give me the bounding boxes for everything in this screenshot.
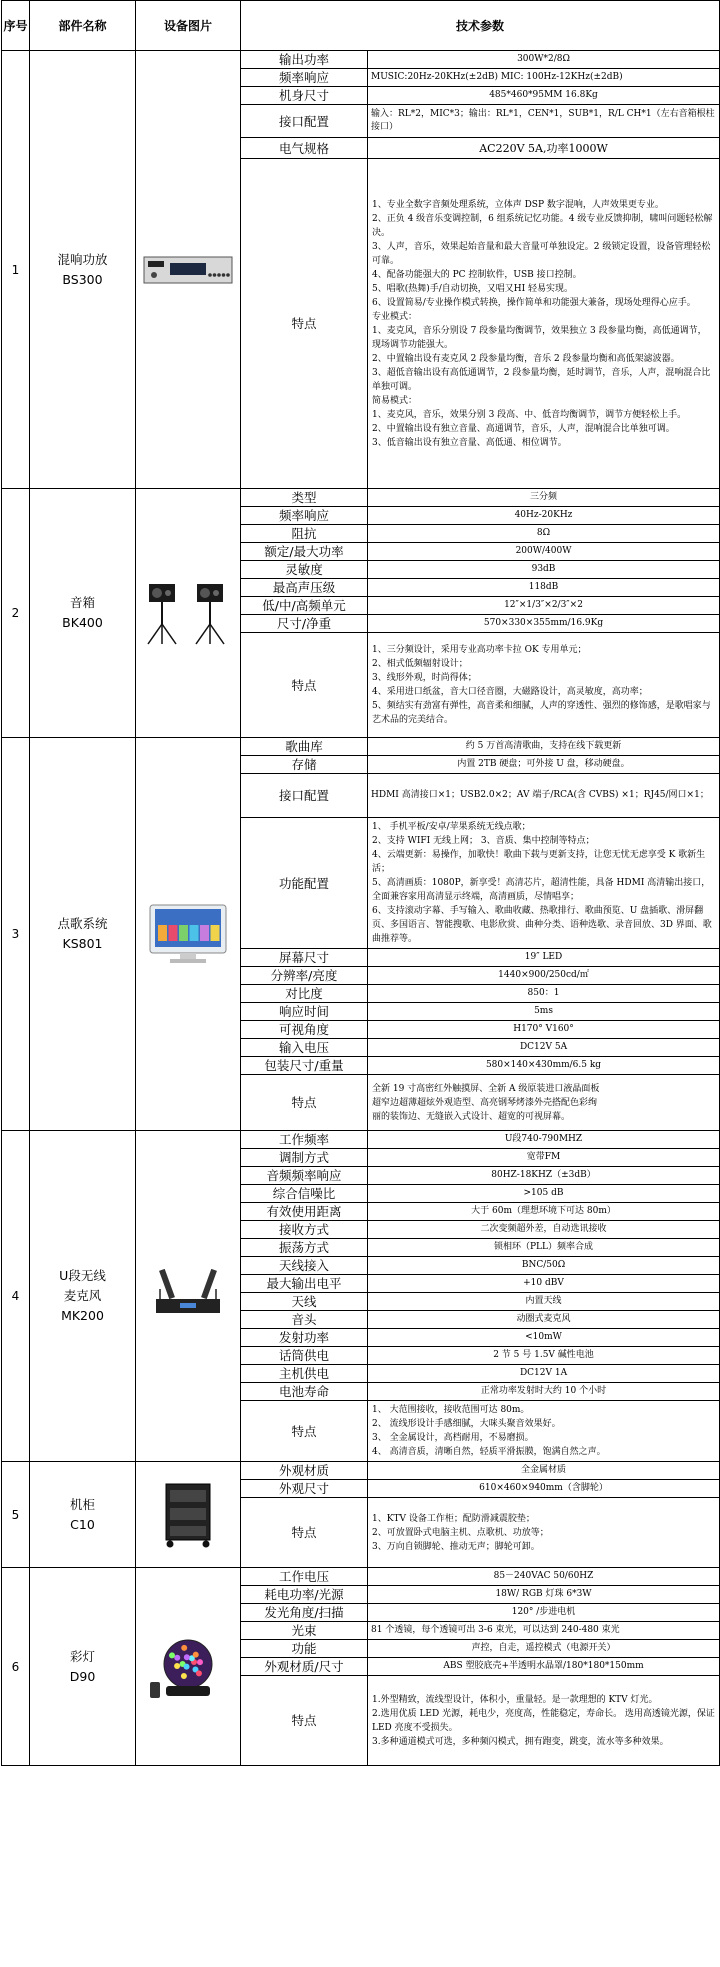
param-value: 580×140×430mm/6.5 kg — [368, 1057, 720, 1075]
param-value: 全金属材质 — [368, 1462, 720, 1480]
param-label: 频率响应 — [241, 69, 368, 87]
param-label: 光束 — [241, 1622, 368, 1640]
feature-label: 特点 — [241, 1401, 368, 1462]
item-number: 1 — [2, 51, 30, 489]
param-row — [2, 1462, 720, 1480]
item-name — [30, 1131, 136, 1462]
param-label: 最高声压级 — [241, 579, 368, 597]
param-label: 屏幕尺寸 — [241, 949, 368, 967]
param-value: 80HZ-18KHZ（±3dB） — [368, 1167, 720, 1185]
feature-line: 4、配备功能强大的 PC 控制软件，USB 接口控制。 — [372, 269, 582, 280]
param-value: 5ms — [368, 1003, 720, 1021]
speaker-photo — [140, 578, 236, 648]
param-value: 约 5 万首高清歌曲，支持在线下载更新 — [368, 738, 720, 756]
param-value: 8Ω — [368, 525, 720, 543]
param-label: 天线接入 — [241, 1257, 368, 1275]
param-label: 歌曲库 — [241, 738, 368, 756]
param-label: 话筒供电 — [241, 1347, 368, 1365]
item-name-line: 麦克风 — [63, 1288, 102, 1303]
param-label: 电池寿命 — [241, 1383, 368, 1401]
feature-line: 2.选用优质 LED 光源，耗电少，亮度高，性能稳定，寿命长。 选用高透镜光源，保证 LED 亮度不受损失。 — [372, 1708, 715, 1733]
item-name-line: BS300 — [62, 271, 103, 287]
param-label: 主机供电 — [241, 1365, 368, 1383]
param-label: 额定/最大功率 — [241, 543, 368, 561]
function-list — [368, 818, 720, 949]
item-name — [30, 738, 136, 1131]
param-label: 音频频率响应 — [241, 1167, 368, 1185]
item-name — [30, 1462, 136, 1568]
item-name-line: MK200 — [61, 1308, 104, 1323]
item-number: 3 — [2, 738, 30, 1131]
feature-line: 1.外型精致，流线型设计，体积小，重量轻。是一款理想的 KTV 灯光。 — [372, 1694, 658, 1705]
param-value: >105 dB — [368, 1185, 720, 1203]
param-row — [2, 51, 720, 69]
param-label: 发光角度/扫描 — [241, 1604, 368, 1622]
feature-line: 3.多种通道模式可选，多种频闪模式，拥有跑变，跳变，流水等多种效果。 — [372, 1736, 669, 1747]
param-label: 类型 — [241, 489, 368, 507]
param-label: 包装尺寸/重量 — [241, 1057, 368, 1075]
feature-line: 1、麦克风，音乐，效果分别 3 段高、中、低音均衡调节，调节方便轻松上手。 — [372, 409, 687, 420]
param-value: 12″×1/3″×2/3″×2 — [368, 597, 720, 615]
feature-label: 特点 — [241, 633, 368, 738]
item-image — [136, 489, 241, 738]
param-label: 低/中/高频单元 — [241, 597, 368, 615]
feature-line: 超窄边超薄超炫外观造型、高亮钢琴烤漆外壳搭配色彩绚 — [372, 1097, 598, 1108]
param-value: 动圈式麦克风 — [368, 1311, 720, 1329]
param-row — [2, 1568, 720, 1586]
function-line: 4、云端更新：易操作，加歌快！歌曲下载与更新支持，让您无忧无虑享受 K 歌新生活； — [372, 850, 706, 874]
amp-photo — [140, 235, 236, 305]
header-no: 序号 — [2, 1, 30, 51]
param-label: 工作频率 — [241, 1131, 368, 1149]
feature-line: 丽的装饰边、无缝嵌入式设计、超宽的可视屏幕。 — [372, 1111, 571, 1122]
param-label: 电气规格 — [241, 138, 368, 159]
param-label: 可视角度 — [241, 1021, 368, 1039]
function-line: 6、支持滚动字幕、手写输入、歌曲收藏、热歌排行、歌曲预览、U 盘插歌、滑屏翻页、多国语言、智能搜歌、电影欣赏、曲种分类、语种选歌、录音回放、3D 界面、歌曲推荐等。 — [372, 906, 712, 944]
param-row — [2, 1131, 720, 1149]
header-params: 技术参数 — [241, 1, 720, 51]
item-name-line: U段无线 — [59, 1268, 106, 1283]
feature-label: 特点 — [241, 159, 368, 489]
function-line: 1、 手机平板/安卓/苹果系统无线点歌； — [372, 822, 531, 832]
mic-photo — [140, 1261, 236, 1331]
item-number: 5 — [2, 1462, 30, 1568]
param-value: DC12V 5A — [368, 1039, 720, 1057]
feature-line: 1、 大范围接收，接收范围可达 80m。 — [372, 1405, 530, 1415]
param-label: 调制方式 — [241, 1149, 368, 1167]
param-value: 正常功率发射时大约 10 个小时 — [368, 1383, 720, 1401]
feature-list — [368, 1498, 720, 1568]
param-value: +10 dBV — [368, 1275, 720, 1293]
param-label: 综合信噪比 — [241, 1185, 368, 1203]
item-name-line: BK400 — [62, 615, 103, 630]
param-value: 18W/ RGB 灯珠 6*3W — [368, 1586, 720, 1604]
item-name-line: 混响功放 — [57, 251, 108, 267]
feature-label: 特点 — [241, 1075, 368, 1131]
param-value: HDMI 高清接口×1；USB2.0×2；AV 端子/RCA(含 CVBS) ×1；RJ45/网口×1； — [368, 774, 720, 818]
param-label: 存储 — [241, 756, 368, 774]
param-value: 输入：RL*2，MIC*3；输出：RL*1，CEN*1，SUB*1，R/L CH*1（左右音箱根柱接口） — [368, 105, 720, 138]
param-value: 850：1 — [368, 985, 720, 1003]
feature-line: 2、中置输出设有独立音量、高通调节，音乐，人声，混响混合比单独可调。 — [372, 423, 675, 434]
item-name — [30, 489, 136, 738]
param-label: 输入电压 — [241, 1039, 368, 1057]
param-value: AC220V 5A,功率1000W — [368, 138, 720, 159]
item-image — [136, 1568, 241, 1766]
feature-label: 特点 — [241, 1676, 368, 1766]
light-photo — [140, 1632, 236, 1702]
feature-line: 6、设置简易/专业操作模式转换，操作简单和功能强大兼备，现场处理得心应手。 — [372, 297, 696, 308]
item-number: 2 — [2, 489, 30, 738]
feature-line: 5、频结实有劲富有弹性，高音柔和细腻，人声的穿透性、强烈的修饰感，是歌唱家与艺术品的完美结合。 — [372, 701, 711, 725]
feature-line: 5、唱歌(热舞)手/自动切换，又唱又HI 轻易实现。 — [372, 283, 574, 294]
param-value: 81 个透镜，每个透镜可出 3-6 束光，可以达到 240-480 束光 — [368, 1622, 720, 1640]
param-label: 阻抗 — [241, 525, 368, 543]
feature-line: 4、采用进口纸盆，音大口径音圈，大磁路设计，高灵敏度，高功率； — [372, 687, 648, 697]
param-value: 120° /步进电机 — [368, 1604, 720, 1622]
feature-line: 1、麦克风，音乐分别设 7 段参量均衡调节，效果独立 3 段参量均衡，高低通调节，现场调节功能强大。 — [372, 325, 707, 350]
feature-line: 1、三分频设计，采用专业高功率卡拉 OK 专用单元； — [372, 645, 587, 655]
param-value: DC12V 1A — [368, 1365, 720, 1383]
monitor-photo — [140, 899, 236, 969]
feature-line: 3、 全金属设计，高档耐用，不易磨损。 — [372, 1433, 534, 1443]
param-value: BNC/50Ω — [368, 1257, 720, 1275]
item-name-line: 彩灯 — [69, 1648, 95, 1664]
feature-line: 1、专业全数字音频处理系统，立体声 DSP 数字混响，人声效果更专业。 — [372, 199, 664, 210]
feature-label: 特点 — [241, 1498, 368, 1568]
item-number: 6 — [2, 1568, 30, 1766]
item-name-line: C10 — [70, 1516, 95, 1532]
param-value: 内置 2TB 硬盘；可外接 U 盘，移动硬盘。 — [368, 756, 720, 774]
param-label: 接收方式 — [241, 1221, 368, 1239]
function-line: 2、支持 WIFI 无线上网； 3、音质、集中控制等特点； — [372, 836, 595, 846]
feature-line: 1、KTV 设备工作柜；配防滑减震胶垫； — [372, 1513, 535, 1524]
param-value: 宽带FM — [368, 1149, 720, 1167]
param-label: 接口配置 — [241, 105, 368, 138]
header-name: 部件名称 — [30, 1, 136, 51]
item-image — [136, 51, 241, 489]
item-name — [30, 1568, 136, 1766]
feature-list — [368, 1075, 720, 1131]
param-value: MUSIC:20Hz-20KHz(±2dB) MIC: 100Hz-12KHz(±2dB) — [368, 69, 720, 87]
item-image — [136, 1462, 241, 1568]
param-label: 对比度 — [241, 985, 368, 1003]
feature-line: 专业模式： — [372, 311, 418, 322]
item-name-line: KS801 — [62, 936, 103, 951]
param-value: ABS 塑胶底壳+半透明水晶罩/180*180*150mm — [368, 1658, 720, 1676]
header-image: 设备图片 — [136, 1, 241, 51]
feature-line: 3、万向自锁脚轮、推动无声；脚轮可卸。 — [372, 1541, 540, 1552]
param-label: 天线 — [241, 1293, 368, 1311]
param-value: 300W*2/8Ω — [368, 51, 720, 69]
feature-line: 4、 高清音质，清晰自然，轻质平滑振膜，饱满自然之声。 — [372, 1447, 606, 1457]
feature-line: 2、正负 4 级音乐变调控制，6 组系统记忆功能。4 级专业反馈抑制，啸叫问题轻松解决。 — [372, 213, 713, 238]
feature-list — [368, 159, 720, 489]
param-row — [2, 489, 720, 507]
param-label: 外观尺寸 — [241, 1480, 368, 1498]
param-value: 485*460*95MM 16.8Kg — [368, 87, 720, 105]
param-label: 功能配置 — [241, 818, 368, 949]
feature-line: 3、超低音输出设有高低通调节，2 段参量均衡，延时调节，音乐，人声，混响混合比单独可调。 — [372, 367, 711, 392]
param-value: 二次变频超外差，自动选讯接收 — [368, 1221, 720, 1239]
param-label: 接口配置 — [241, 774, 368, 818]
param-value: 93dB — [368, 561, 720, 579]
param-label: 发射功率 — [241, 1329, 368, 1347]
feature-line: 2、中置输出设有麦克风 2 段参量均衡，音乐 2 段参量均衡和高低架滤波器。 — [372, 353, 680, 364]
param-label: 功能 — [241, 1640, 368, 1658]
param-value: 2 节 5 号 1.5V 碱性电池 — [368, 1347, 720, 1365]
param-value: 85－240VAC 50/60HZ — [368, 1568, 720, 1586]
feature-line: 2、 流线形设计手感细腻，大咪头聚音效果好。 — [372, 1419, 561, 1429]
param-label: 频率响应 — [241, 507, 368, 525]
param-label: 响应时间 — [241, 1003, 368, 1021]
param-label: 音头 — [241, 1311, 368, 1329]
param-value: 200W/400W — [368, 543, 720, 561]
feature-list — [368, 1676, 720, 1766]
param-label: 有效使用距离 — [241, 1203, 368, 1221]
param-row — [2, 738, 720, 756]
feature-list — [368, 633, 720, 738]
param-value: 锁相环（PLL）频率合成 — [368, 1239, 720, 1257]
param-value: U段740-790MHZ — [368, 1131, 720, 1149]
param-label: 机身尺寸 — [241, 87, 368, 105]
param-label: 外观材质 — [241, 1462, 368, 1480]
item-image — [136, 1131, 241, 1462]
param-label: 最大输出电平 — [241, 1275, 368, 1293]
feature-line: 3、人声，音乐，效果起始音量和最大音量可单独设定。2 级锁定设置，设备管理轻松可靠。 — [372, 241, 711, 266]
param-label: 耗电功率/光源 — [241, 1586, 368, 1604]
param-value: 内置天线 — [368, 1293, 720, 1311]
feature-line: 全新 19 寸高密红外触摸屏、全新 A 级原装进口液晶面板 — [372, 1083, 600, 1094]
feature-line: 3、线形外观，时尚得体； — [372, 673, 477, 683]
item-name — [30, 51, 136, 489]
feature-line: 3、低音输出设有独立音量、高低通、相位调节。 — [372, 437, 567, 448]
param-value: 40Hz-20KHz — [368, 507, 720, 525]
param-label: 尺寸/净重 — [241, 615, 368, 633]
header-row — [2, 1, 720, 51]
param-value: 1440×900/250cd/㎡ — [368, 967, 720, 985]
param-label: 振荡方式 — [241, 1239, 368, 1257]
function-line: 5、高清画质：1080P，新享受！高清芯片，超清性能，具备 HDMI 高清输出接口，全面兼容家用高清显示终端，高清画质，尽情唱享； — [372, 878, 711, 902]
spec-table — [1, 0, 720, 1766]
param-value: 三分频 — [368, 489, 720, 507]
feature-line: 2、可放置卧式电脑主机、点歌机、功放等； — [372, 1527, 549, 1538]
param-value: H170° V160° — [368, 1021, 720, 1039]
item-name-line: D90 — [69, 1668, 96, 1684]
item-number: 4 — [2, 1131, 30, 1462]
param-label: 灵敏度 — [241, 561, 368, 579]
param-value: 声控，自走，遥控模式（电源开关） — [368, 1640, 720, 1658]
feature-line: 2、相式低频辐射设计； — [372, 659, 468, 669]
param-value: 118dB — [368, 579, 720, 597]
param-value: 570×330×355mm/16.9Kg — [368, 615, 720, 633]
param-value: 19″ LED — [368, 949, 720, 967]
param-value: 大于 60m（理想环境下可达 80m） — [368, 1203, 720, 1221]
param-label: 工作电压 — [241, 1568, 368, 1586]
item-name-line: 机柜 — [69, 1496, 95, 1512]
feature-line: 简易模式： — [372, 395, 418, 406]
param-label: 分辨率/亮度 — [241, 967, 368, 985]
feature-list — [368, 1401, 720, 1462]
param-value: 610×460×940mm（含脚轮） — [368, 1480, 720, 1498]
cabinet-photo — [140, 1480, 236, 1550]
param-label: 输出功率 — [241, 51, 368, 69]
item-name-line: 音箱 — [69, 595, 95, 610]
item-image — [136, 738, 241, 1131]
param-value: <10mW — [368, 1329, 720, 1347]
item-name-line: 点歌系统 — [57, 916, 108, 931]
param-label: 外观材质/尺寸 — [241, 1658, 368, 1676]
